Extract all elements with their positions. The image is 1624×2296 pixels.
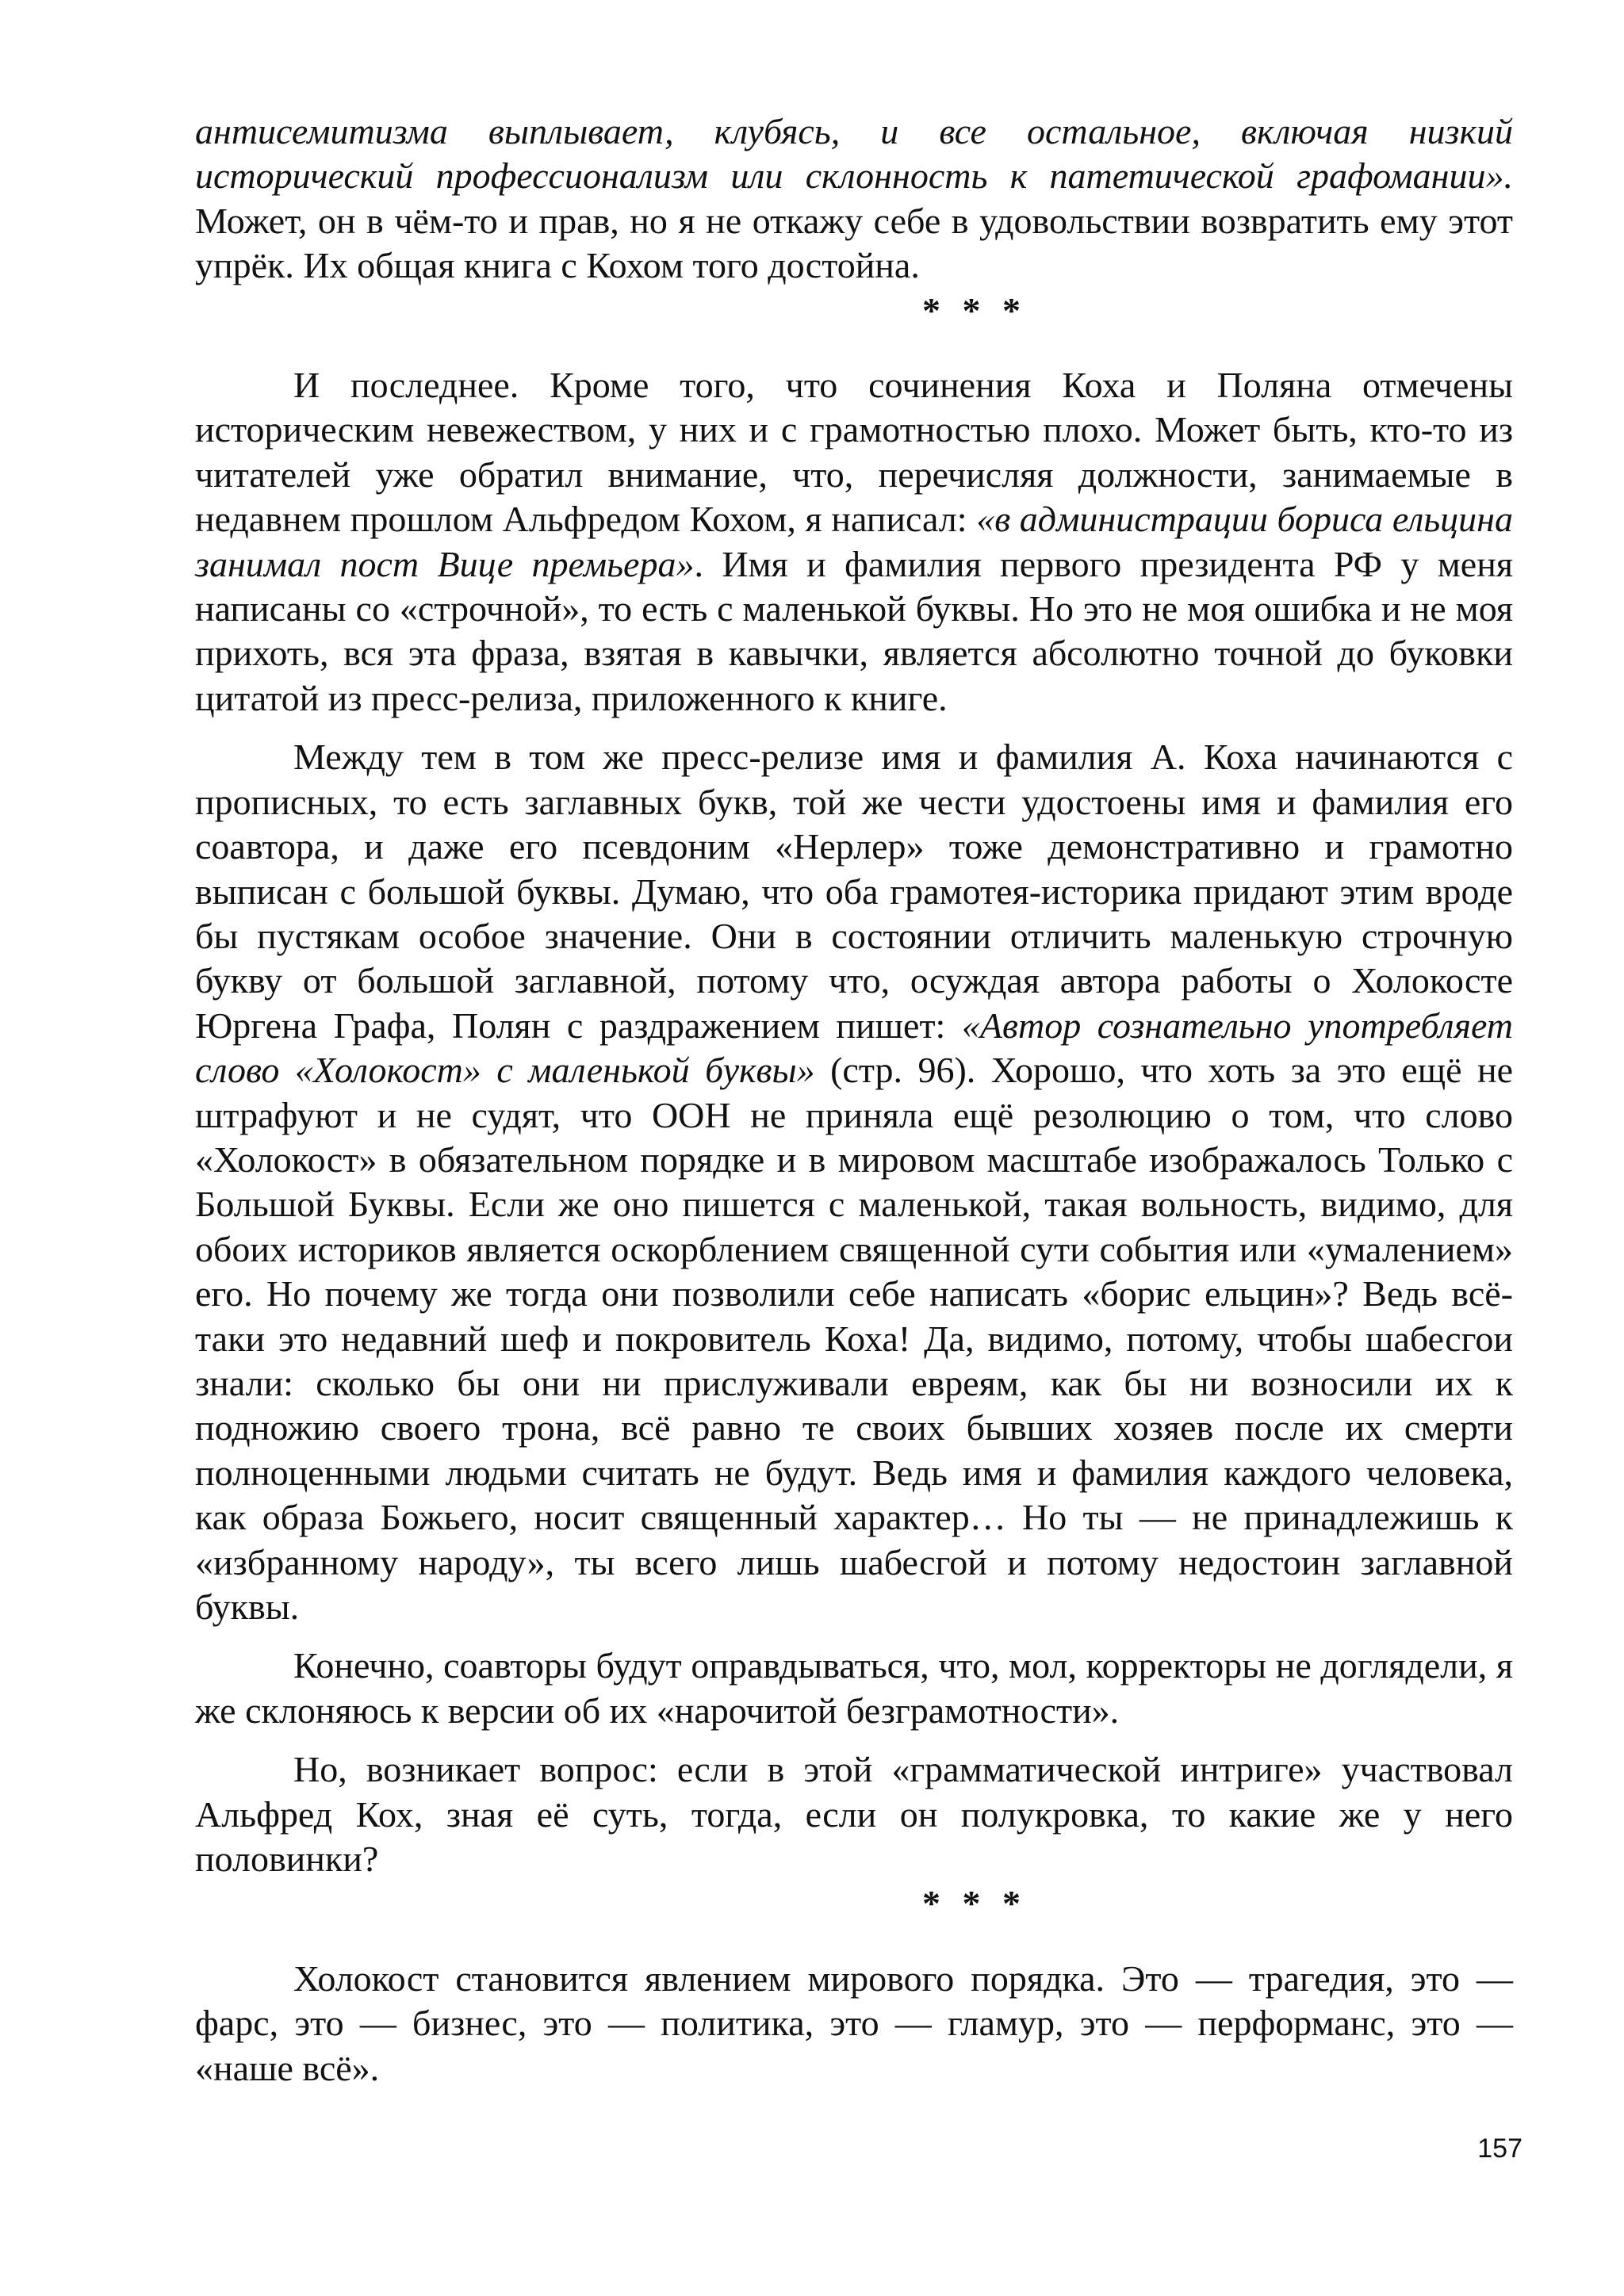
paragraph-text: И последнее. Кроме того, что сочинения Коха и Поляна отмечены историческим невежеством, у них и с грамотностью плохо. Может быть, кто-то из читателей уже обратил внимание, что, перечисляя должности, занимаемые в недавнем прошлом Альфредом Кохом, я написал: — [195, 365, 1513, 540]
paragraph-text: Между тем в том же пресс-релизе имя и фамилия А. Коха начинаются с прописных, то есть заглавных букв, той же чести удостоены имя и фамилия его соавтора, и даже его псевдоним «Нерлер» тоже демонстративно и грамотно выписан с большой буквы. Думаю, что оба грамотея-историка придают этим вроде бы пустякам особое значение. Они в состоянии отличить маленькую строчную букву от большой заглавной, потому что, осуждая автора работы о Холокосте Юргена Графа, Полян с раздражением пишет: — [195, 737, 1513, 1046]
italic-quote: «в администрации бориса ельцина занимал пост Вице премьера» — [195, 499, 1514, 584]
italic-quote: антисемитизма выплывает, клубясь, и все остальное, включая низкий исторический профессионализм или склонность к патетической графомании». — [195, 111, 1513, 197]
paragraph-5: Но, возникает вопрос: если в этой «грамматической интриге» участвовал Альфред Кох, зная её суть, тогда, если он полукровка, то какие же у него половинки? — [195, 1749, 1513, 1880]
paragraph-1 — [195, 109, 1513, 289]
italic-quote: «Автор сознательно употребляет слово «Холокост» с маленькой буквы» — [195, 1004, 1513, 1091]
paragraph-text: . Имя и фамилия первого президента РФ у меня написаны со «строчной», то есть с маленькой буквы. Но это не моя ошибка и не моя прихоть, вся эта фраза, взятая в кавычки, является абсолютно точной до буковки цитатой из пресс-релиза, приложенного к книге. — [195, 543, 1513, 718]
section-separator: * * * — [922, 1883, 1027, 1924]
document-page — [195, 109, 1513, 2091]
paragraph-6: Холокост становится явлением мирового порядка. Это — трагедия, это — фарс, это — бизнес, это — политика, это — гламур, это — перформанс, это — «наше всё». — [195, 1957, 1513, 2088]
paragraph-text: Может, он в чём-то и прав, но я не откажу себе в удовольствии возвратить ему этот упрёк. Их общая книга с Кохом того достойна. — [195, 200, 1513, 286]
paragraph-3 — [195, 735, 1513, 1629]
paragraph-2 — [195, 363, 1513, 721]
section-separator: * * * — [922, 289, 1027, 331]
page-number: 157 — [1477, 2133, 1522, 2164]
paragraph-text: (стр. 96). Хорошо, что хоть за это ещё не штрафуют и не судят, что ООН не приняла ещё резолюцию о том, что слово «Холокост» в обязательном порядке и в мировом масштабе изображалось Только с Большой Буквы. Если же оно пишется с маленькой, такая вольность, видимо, для обоих историков является оскорблением священной сути события или «умалением» его. Но почему же тогда они позволили себе написать «борис ельцин»? Ведь всё-таки это недавний шеф и покровитель Коха! Да, видимо, потому, чтобы шабесгои знали: сколько бы они ни прислуживали евреям, как бы ни возносили их к подножию своего трона, всё равно те своих бывших хозяев после их смерти полноценными людьми считать не будут. Ведь имя и фамилия каждого человека, как образа Божьего, носит священный характер… Но ты — не принадлежишь к «избранному народу», ты всего лишь шабесгой и потому недостоин заглавной буквы. — [195, 1050, 1514, 1627]
paragraph-4: Конечно, соавторы будут оправдываться, что, мол, корректоры не доглядели, я же склоняюсь к версии об их «нарочитой безграмотности». — [195, 1645, 1513, 1731]
